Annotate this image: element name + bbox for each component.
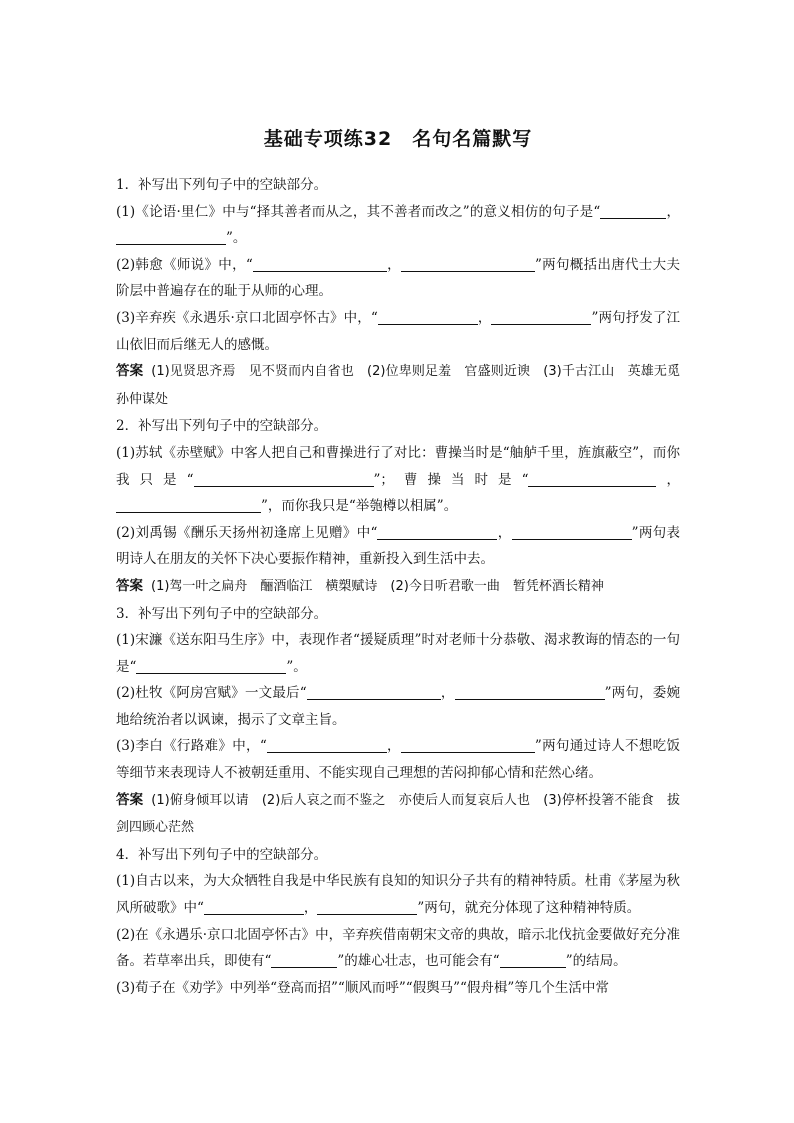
question-4-stem: 4．补写出下列句子中的空缺部分。: [116, 846, 328, 863]
fill-blank[interactable]: [500, 952, 566, 968]
item-text: (2)在《永遇乐·京口北固亭怀古》中，辛弃疾借南朝宋文帝的典故，暗示北伐抗金要做好充分准备。若草率出兵，即使有“: [116, 926, 680, 970]
fill-blank[interactable]: [253, 256, 387, 272]
question-3-item-3: [116, 733, 680, 786]
item-text: ，: [477, 309, 492, 326]
question-1-item-3: [116, 305, 680, 358]
question-3-stem: 3．补写出下列句子中的空缺部分。: [116, 605, 328, 622]
fill-blank[interactable]: [512, 524, 632, 540]
answer-label: 答案: [116, 363, 144, 380]
answer-label: 答案: [116, 791, 144, 808]
item-text: ”两句概括出唐代士大夫阶层中普遍存在的耻于从师的心理。: [116, 256, 680, 300]
item-text: ，: [386, 256, 401, 273]
answer-text: (1)见贤思齐焉 见不贤而内自省也 (2)位卑则足羞 官盛则近谀 (3)千古江山 英雄无觅孙仲谋处: [116, 364, 681, 407]
fill-blank[interactable]: [600, 203, 666, 219]
fill-blank[interactable]: [307, 684, 441, 700]
answer-text: (1)俯身倾耳以请 (2)后人哀之而不鉴之 亦使后人而复哀后人也 (3)停杯投箸不能食 拔剑四顾心茫然: [116, 792, 681, 836]
item-text: ”。: [286, 658, 307, 675]
item-text: ”两句，就充分体现了这种精神特质。: [417, 900, 641, 917]
question-2-stem: 2．补写出下列句子中的空缺部分。: [116, 418, 328, 435]
item-text: ，: [386, 738, 401, 755]
fill-blank[interactable]: [401, 737, 535, 753]
item-text: (3)辛弃疾《永遇乐·京口北固亭怀古》中，“: [116, 309, 378, 326]
question-3-item-2: [116, 680, 680, 733]
item-text: (2)刘禹锡《酬乐天扬州初逢席上见赠》中“: [116, 524, 378, 541]
question-1-item-1: [116, 199, 680, 252]
question-list: [116, 172, 680, 1001]
question-3-item-1: [116, 627, 680, 680]
answer-text: (1)驾一叶之扁舟 酾酒临江 横槊赋诗 (2)今日听君歌一曲 暂凭杯酒长精神: [151, 578, 604, 594]
question-3-answer: [116, 787, 680, 842]
item-text: (1)《论语·里仁》中与“择其善者而从之，其不善者而改之”的意义相仿的句子是“: [116, 203, 601, 220]
page-title: 基础专项练32 名句名篇默写: [263, 128, 533, 150]
item-text: (1)自古以来，为大众牺牲自我是中华民族有良知的知识分子共有的精神特质。杜甫《茅屋为秋风所破歌》中“: [116, 873, 680, 917]
fill-blank[interactable]: [194, 471, 374, 487]
item-text: ”两句表明诗人在朋友的关怀下决心要振作精神，重新投入到生活中去。: [116, 524, 681, 568]
fill-blank[interactable]: [204, 899, 304, 915]
fill-blank[interactable]: [401, 256, 535, 272]
question-2-item-2: [116, 520, 680, 573]
fill-blank[interactable]: [116, 497, 261, 513]
fill-blank[interactable]: [491, 309, 591, 325]
fill-blank[interactable]: [271, 952, 337, 968]
item-text: ”，而你我只是“举匏樽以相属”。: [261, 498, 458, 515]
item-text: (1)宋濂《送东阳马生序》中，表现作者“援疑质理”时对老师十分恭敬、渴求教诲的情态的一句是“: [116, 632, 680, 675]
item-text: (2)杜牧《阿房宫赋》一文最后“: [116, 685, 307, 702]
item-text: ，: [497, 524, 512, 541]
item-text: (2)韩愈《师说》中，“: [116, 256, 253, 273]
question-2-item-1: [116, 440, 680, 520]
item-text: ”的结局。: [565, 953, 627, 970]
question-4-item-1: [116, 868, 680, 921]
fill-blank[interactable]: [267, 737, 387, 753]
item-text: ，: [666, 203, 681, 220]
item-text: ”两句抒发了江山依旧而后继无人的感慨。: [116, 309, 681, 353]
fill-blank[interactable]: [377, 524, 497, 540]
item-text: (3)李白《行路难》中，“: [116, 738, 267, 755]
item-text: ，: [440, 685, 455, 702]
question-1-stem: 1．补写出下列句子中的空缺部分。: [116, 177, 328, 193]
fill-blank[interactable]: [528, 471, 656, 487]
fill-blank[interactable]: [455, 684, 605, 700]
fill-blank[interactable]: [136, 658, 286, 674]
item-text: ”；曹操当时是“: [373, 471, 529, 488]
item-text: ”两句通过诗人不想吃饭等细节来表现诗人不被朝廷重用、不能实现自己理想的苦闷抑郁心情和茫然心绪。: [116, 738, 681, 782]
item-text: ”两句，委婉地给统治者以讽谏，揭示了文章主旨。: [116, 685, 680, 728]
item-text: ”的雄心壮志，也可能会有“: [337, 953, 500, 970]
fill-blank[interactable]: [116, 229, 226, 245]
question-1-answer: [116, 358, 680, 413]
fill-blank[interactable]: [317, 899, 417, 915]
question-4-item-2: [116, 922, 680, 975]
item-text: ，: [303, 900, 318, 917]
item-text: ”。: [226, 230, 247, 247]
item-text: ，: [656, 471, 681, 488]
question-2-answer: [116, 573, 680, 601]
answer-label: 答案: [116, 577, 143, 594]
fill-blank[interactable]: [378, 309, 478, 325]
item-text: (1)苏轼《赤壁赋》中客人把自己和曹操进行了对比：曹操当时是“舳舻千里，旌旗蔽空”，而你我只是“: [116, 444, 680, 488]
question-4-item-3: (3)荀子在《劝学》中列举“登高而招”“顺风而呼”“假舆马”“假舟楫”等几个生活中常: [116, 979, 609, 996]
question-1-item-2: [116, 252, 680, 305]
